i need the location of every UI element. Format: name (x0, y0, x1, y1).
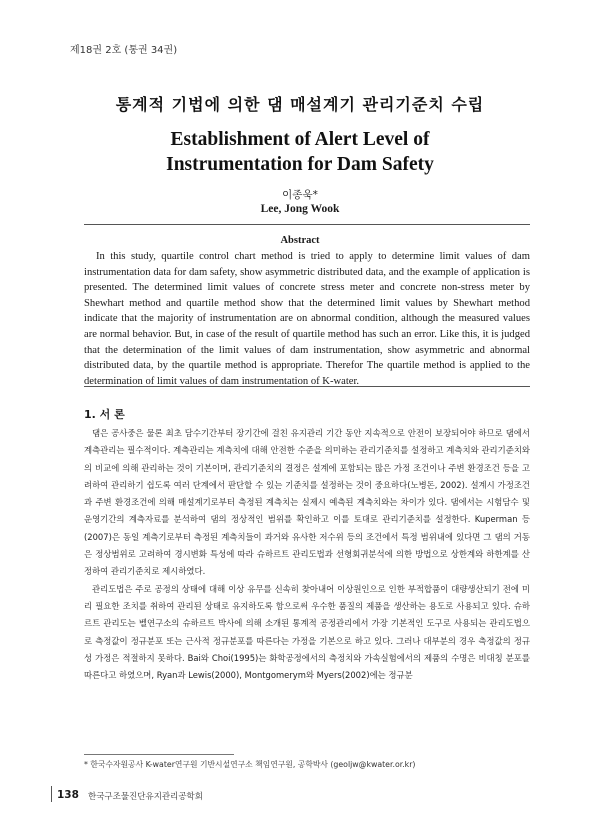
abstract-bottom-rule (84, 386, 530, 387)
page-number: 138 (57, 789, 79, 801)
section-heading: 1. 서 론 (84, 408, 125, 421)
author-english: Lee, Jong Wook (260, 203, 340, 215)
section-body (84, 425, 530, 684)
journal-name: 한국구조물진단유지관리공학회 (88, 792, 203, 802)
footer-divider (51, 786, 52, 802)
abstract-text: In this study, quartile control chart method is tried to apply to determine limit values of dam instrumentation data for dam safety, show asymmetric distributed data, and the example of application is presented. The determined limit values of concrete stress meter and concrete non-stress meter by Shewhart method and quartile method show that the determined limit values by Shewhart method indicate that the majority of instrumentation are on abnormal condition, although the measured values are normal behavior. But, in case of the result of quartile method has such an error. Like this, it is judged that the determination of the limit values of dam instrumentation, show asymmetric and abnormal distributed data, by the quartile method is appropriate. Therefor The quartile method is applied to the determination of limit values of dam instrumentation of K-water. (84, 251, 530, 387)
footnote: * 한국수자원공사 K-water연구원 기반시설연구소 책임연구원, 공학박사 (geoljw@kwater.or.kr) (84, 760, 416, 769)
korean-title: 통계적 기법에 의한 댐 매설계기 관리기준치 수립 (115, 95, 485, 114)
english-title-text: Establishment of Alert Level of Instrumentation for Dam Safety (166, 129, 434, 175)
footnote-rule (84, 754, 234, 755)
body-paragraph: 댐은 공사중은 물론 최초 담수기간부터 장기간에 걸친 유지관리 기간 동안 지속적으로 안전이 보장되어야 하므로 댐에서 계측관리는 필수적이다. 계측관리는 계측치에 대해 안전한 수준을 의미하는 관리기준치를 설정하고 계측치와 관리기준치와의 비교에 의해 관리하는 것이 기본이며, 관리기준치의 결정은 설계에 포함되는 많은 가정 조건이나 주변 환경조건 등을 고려하여 관리하기 쉽도록 여러 단계에서 판단할 수 있는 기준치를 설정하는 것이 중요하다(노병돈, 2002). 설계시 가정조건과 주변 환경조건에 의해 매설계기로부터 측정된 계측치는 실제시 예측된 계측치와는 차이가 있다. 댐에서는 시험담수 및 운영기간의 계측자료를 분석하여 댐의 정상적인 범위를 확인하고 이를 토대로 관리기준치를 설정한다. Kuperman 등(2007)은 동일 계측기로부터 측정된 계측치들이 과거와 유사한 저수위 등의 조건에서 특정 범위내에 있다면 그 댐의 거동은 정상범위로 고려하여 경시변화 특성에 따라 슈하르트 관리도법과 선형회귀분석에 의한 방법으로 상한계와 하한계를 산정하여 관리기준치로 제시하였다. (84, 428, 530, 577)
issue-label: 제18권 2호 (통권 34권) (70, 45, 178, 56)
abstract-top-rule (84, 224, 530, 225)
author-korean: 이종욱* (282, 189, 318, 201)
english-title (0, 127, 600, 177)
body-paragraph: 관리도법은 주로 공정의 상태에 대해 이상 유무를 신속히 찾아내어 이상원인으로 인한 부적합품이 대량생산되기 전에 미리 필요한 조치를 취하여 관리된 상태로 유지하도록 함으로써 우수한 품질의 제품을 생산하는 용도로 사용되고 있다. 슈하르트 관리도는 벨연구소의 슈하르트 박사에 의해 소개된 통계적 공정관리에서 가장 기본적인 도구로 사용되는 관리도법으로 측정값이 정규분포 또는 근사적 정규분포를 따른다는 가정을 기본으로 하고 있다. 그러나 대부분의 경우 측정값의 정규성 가정은 적절하지 못하다. Bai와 Choi(1995)는 화학공정에서의 측정치와 가속실험에서의 제품의 수명은 비대칭 분포를 따른다고 하였으며, Ryan과 Lewis(2000), Montgomerym와 Myers(2002)에는 정규분 (84, 583, 530, 681)
abstract-heading: Abstract (280, 235, 320, 246)
